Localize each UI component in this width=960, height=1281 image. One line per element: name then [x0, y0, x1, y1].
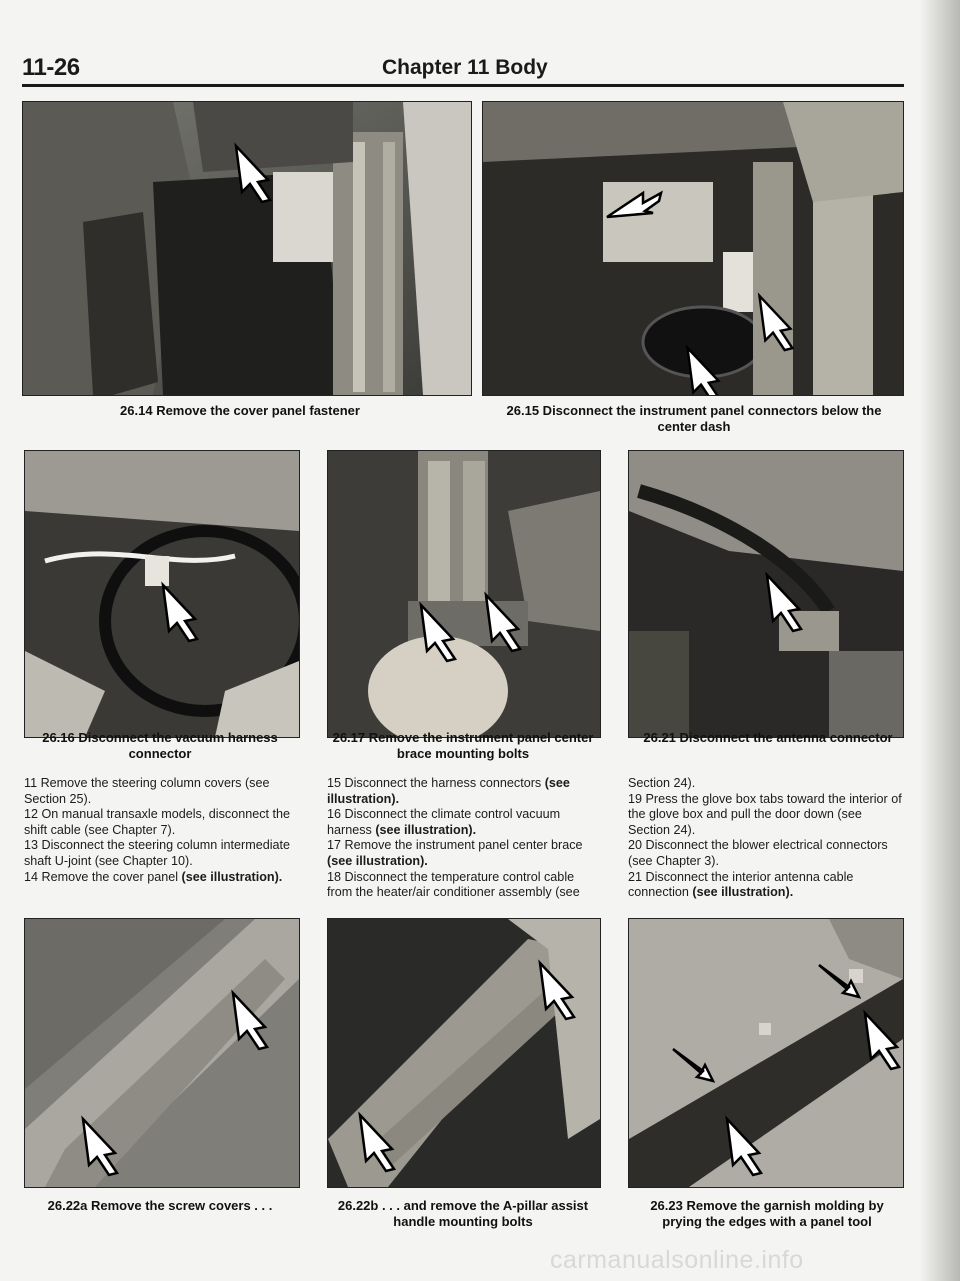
photo-26-21 — [628, 450, 904, 738]
pointer-arrow-icon — [478, 591, 524, 653]
paragraph: 20 Disconnect the blower electrical connectors (see Chapter 3). — [628, 838, 888, 868]
caption-26-21: 26.21 Disconnect the antenna connector — [643, 730, 893, 745]
text-column-3 — [628, 776, 904, 901]
caption-26-14: 26.14 Remove the cover panel fastener — [120, 403, 360, 418]
pointer-arrow-icon — [352, 1111, 398, 1173]
pointer-arrow-icon — [228, 142, 274, 204]
text-column-1 — [24, 776, 300, 885]
page-number: 11-26 — [22, 54, 80, 81]
photo-26-16 — [24, 450, 300, 738]
photo-26-22a — [24, 918, 300, 1188]
caption-26-17: 26.17 Remove the instrument panel center brace mounting bolts — [332, 730, 594, 761]
page-edge-shadow — [920, 0, 960, 1281]
chapter-title: Chapter 11 Body — [382, 56, 548, 79]
pointer-arrow-icon — [857, 1009, 903, 1071]
caption-26-22b: 26.22b . . . and remove the A-pillar assist handle mounting bolts — [337, 1198, 589, 1229]
pointer-arrow-icon — [679, 344, 725, 396]
paragraph: 15 Disconnect the harness connectors (see illustration). — [327, 776, 570, 806]
photo-26-22b — [327, 918, 601, 1188]
caption-26-16: 26.16 Disconnect the vacuum harness connector — [42, 730, 278, 761]
caption-26-23: 26.23 Remove the garnish molding by prying the edges with a panel tool — [650, 1198, 884, 1229]
pointer-arrow-icon — [603, 187, 663, 227]
photo-26-15 — [482, 101, 904, 396]
pointer-arrow-icon — [759, 571, 805, 633]
pointer-arrow-icon — [815, 959, 861, 1001]
pointer-arrow-icon — [155, 581, 201, 643]
pointer-arrow-icon — [532, 959, 578, 1021]
photo-26-17 — [327, 450, 601, 738]
paragraph: 18 Disconnect the temperature control cable from the heater/air conditioner assembly (see — [327, 869, 580, 900]
header-rule — [22, 84, 904, 87]
paragraph: Section 24). — [628, 776, 696, 790]
paragraph: 21 Disconnect the interior antenna cable connection (see illustration). — [628, 869, 854, 900]
pointer-arrow-icon — [413, 601, 459, 663]
photo-26-23 — [628, 918, 904, 1188]
paragraph: 17 Remove the instrument panel center brace (see illustration). — [327, 838, 583, 868]
page-header — [22, 54, 904, 84]
caption-26-22a: 26.22a Remove the screw covers . . . — [47, 1198, 273, 1213]
paragraph: 12 On manual transaxle models, disconnect the shift cable (see Chapter 7). — [24, 807, 291, 837]
paragraph: 16 Disconnect the climate control vacuum harness (see illustration). — [327, 807, 561, 837]
pointer-arrow-icon — [669, 1043, 715, 1085]
text-column-2 — [327, 776, 601, 901]
paragraph: 14 Remove the cover panel (see illustration). — [24, 869, 283, 884]
watermark: carmanualsonline.info — [550, 1246, 804, 1274]
pointer-arrow-icon — [75, 1115, 121, 1177]
pointer-arrow-icon — [751, 292, 797, 352]
paragraph: 11 Remove the steering column covers (see Section 25). — [24, 776, 270, 806]
pointer-arrow-icon — [225, 989, 271, 1051]
pointer-arrow-icon — [719, 1115, 765, 1177]
paragraph: 19 Press the glove box tabs toward the interior of the glove box and pull the door down (see Section 24). — [628, 791, 902, 837]
photo-26-14 — [22, 101, 472, 396]
caption-26-15: 26.15 Disconnect the instrument panel connectors below the center dash — [506, 403, 882, 434]
paragraph: 13 Disconnect the steering column intermediate shaft U-joint (see Chapter 10). — [24, 838, 291, 868]
